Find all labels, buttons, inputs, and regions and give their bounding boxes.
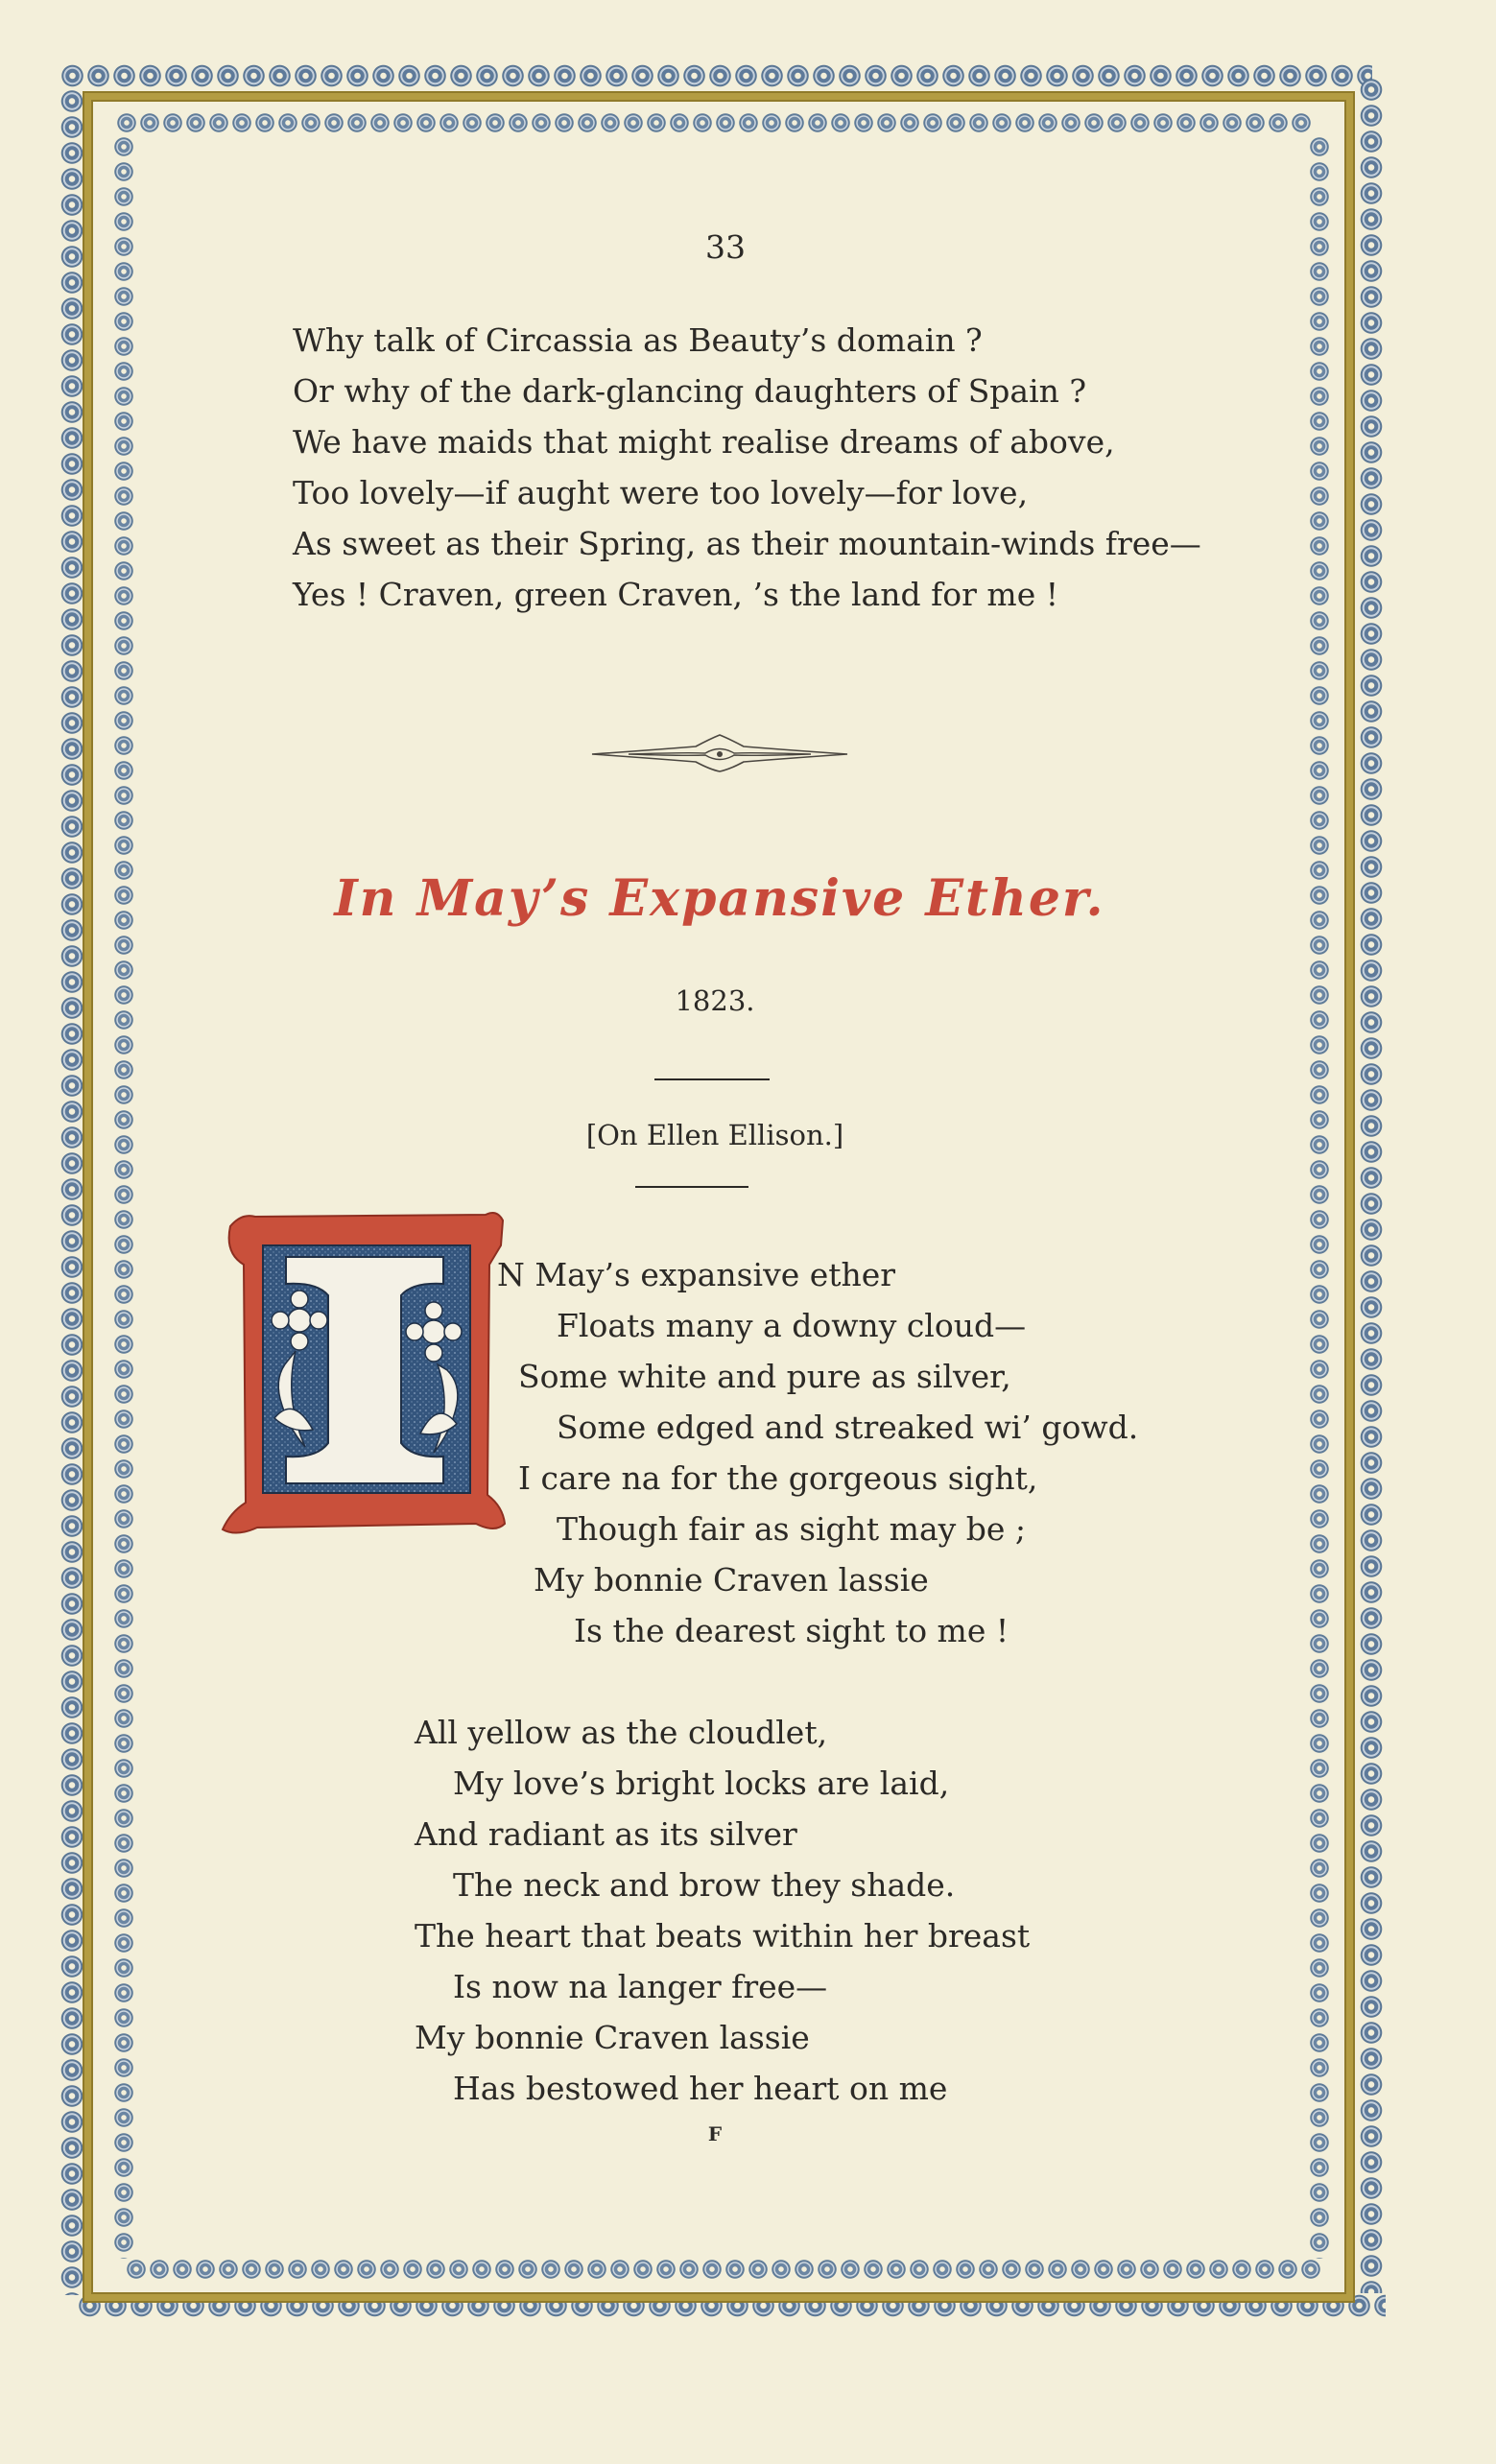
inner-beads-top <box>115 112 1315 133</box>
inner-beads-left <box>113 134 134 2259</box>
border-beads-left <box>59 88 84 2295</box>
rule-bottom <box>635 1186 748 1188</box>
poem-subtitle: [On Ellen Ellison.] <box>585 1119 844 1151</box>
poem-line: And radiant as its silver <box>415 1815 797 1853</box>
poem-line: Is the dearest sight to me ! <box>574 1612 1009 1649</box>
poem-line: Why talk of Circassia as Beauty’s domain ? <box>293 321 983 359</box>
page-number: 33 <box>705 228 746 266</box>
inner-beads-bottom <box>125 2259 1324 2280</box>
poem-line: All yellow as the cloudlet, <box>415 1714 828 1751</box>
poem-line: We have maids that might realise dreams of above, <box>293 423 1115 461</box>
rule-top <box>654 1078 770 1080</box>
inner-beads-right <box>1309 134 1330 2259</box>
poem-line: Yes ! Craven, green Craven, ’s the land for me ! <box>293 576 1058 613</box>
border-beads-right <box>1359 77 1384 2293</box>
poem-line: Floats many a downy cloud— <box>557 1307 1027 1344</box>
poem-line: Or why of the dark-glancing daughters of Spain ? <box>293 372 1087 410</box>
illuminated-drop-cap-icon <box>217 1207 507 1537</box>
poem-line: Too lovely—if aught were too lovely—for love, <box>293 474 1029 511</box>
poem-line: Some edged and streaked wi’ gowd. <box>557 1409 1139 1446</box>
poem-year: 1823. <box>675 984 755 1017</box>
poem-line: My bonnie Craven lassie <box>534 1561 929 1599</box>
poem-title: In May’s Expansive Ether. <box>334 869 1105 928</box>
poem-line: Though fair as sight may be ; <box>557 1510 1027 1548</box>
signature-mark: F <box>707 2122 723 2145</box>
poem-line: My love’s bright locks are laid, <box>453 1765 950 1802</box>
poem-line: N May’s expansive ether <box>497 1256 896 1293</box>
poem-line: Some white and pure as silver, <box>518 1358 1011 1395</box>
border-beads-top <box>59 63 1372 88</box>
poem-line: I care na for the gorgeous sight, <box>518 1459 1038 1497</box>
flourish-divider-icon <box>590 733 849 773</box>
poem-line: Is now na langer free— <box>453 1968 828 2005</box>
poem-line: My bonnie Craven lassie <box>415 2019 810 2056</box>
poem-line: The heart that beats within her breast <box>415 1917 1031 1955</box>
poem-line: Has bestowed her heart on me <box>453 2070 948 2107</box>
poem-line: As sweet as their Spring, as their mountain-winds free— <box>293 525 1201 562</box>
poem-line: The neck and brow they shade. <box>453 1866 956 1904</box>
